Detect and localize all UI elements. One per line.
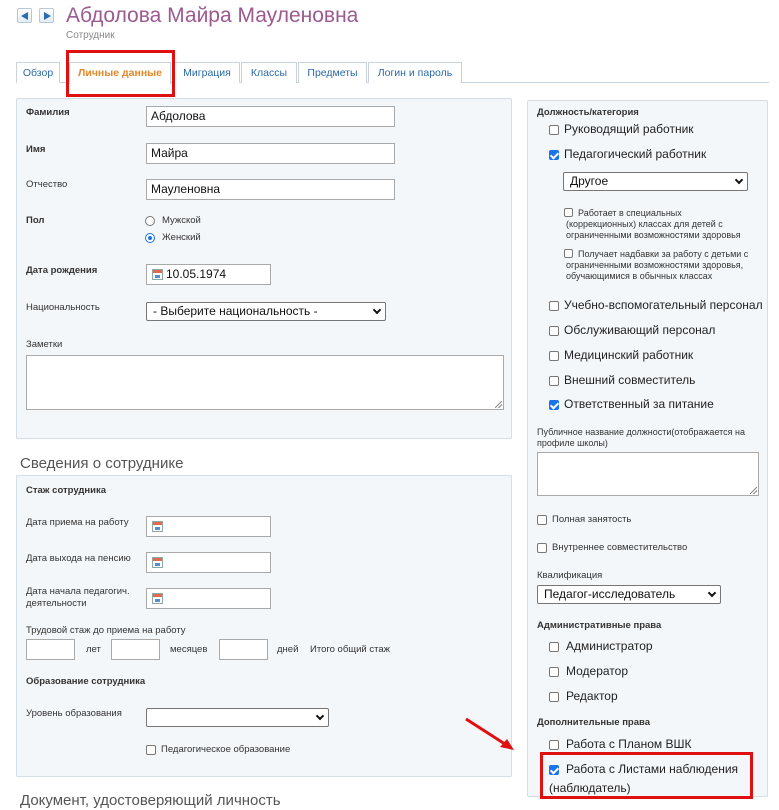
- prior-experience-label: Трудовой стаж до приема на работу: [26, 625, 186, 636]
- pedagogical-label: Педагогический работник: [564, 147, 707, 161]
- ped-start-label-2: деятельности: [26, 598, 87, 609]
- pedagogical-checkbox[interactable]: [549, 150, 559, 160]
- executive-label: Руководящий работник: [564, 122, 694, 136]
- patronymic-input[interactable]: Мауленовна: [146, 179, 395, 200]
- allowance-label-2: ограниченными возможностями здоровья,: [566, 260, 744, 270]
- special-classes-label-3: ограниченными возможностями здоровья: [566, 230, 741, 240]
- nutrition-label: Ответственный за питание: [564, 397, 714, 411]
- calendar-icon[interactable]: [152, 521, 163, 532]
- resize-grip-icon[interactable]: [750, 487, 757, 494]
- service-staff-label: Обслуживающий персонал: [564, 323, 716, 337]
- allowance-label-3: обучающимися в обычных классах: [566, 271, 713, 281]
- observation-sheets-label: Работа с Листами наблюдения: [566, 762, 739, 776]
- gender-label: Пол: [26, 215, 45, 226]
- employee-info-heading: Сведения о сотруднике: [20, 455, 184, 472]
- tab-subjects[interactable]: Предметы: [298, 62, 367, 83]
- ped-education-label: Педагогическое образование: [161, 744, 291, 755]
- pension-date-label: Дата выхода на пенсию: [26, 553, 131, 564]
- tab-personal-data[interactable]: Личные данные: [69, 62, 171, 84]
- editor-label: Редактор: [566, 689, 618, 703]
- special-classes-label-2: (коррекционных) классах для детей с: [566, 219, 723, 229]
- full-time-label: Полная занятость: [552, 514, 632, 525]
- forward-button[interactable]: [39, 8, 54, 23]
- calendar-icon[interactable]: [152, 557, 163, 568]
- pension-date-input[interactable]: [146, 552, 271, 573]
- months-input[interactable]: [111, 639, 160, 660]
- ped-education-checkbox[interactable]: [146, 745, 156, 755]
- public-title-label-1: Публичное название должности(отображается на: [537, 427, 746, 437]
- tab-migration[interactable]: Миграция: [174, 62, 240, 83]
- administrator-label: Администратор: [566, 639, 653, 653]
- moderator-checkbox[interactable]: [549, 667, 559, 677]
- nationality-select[interactable]: [146, 302, 386, 321]
- personal-panel: [16, 98, 512, 439]
- special-classes-label-1: Работает в специальных: [578, 208, 682, 218]
- internal-part-time-checkbox[interactable]: [537, 543, 547, 553]
- external-label: Внешний совместитель: [564, 373, 696, 387]
- tab-classes[interactable]: Классы: [241, 62, 297, 83]
- years-input[interactable]: [26, 639, 75, 660]
- plan-vshk-checkbox[interactable]: [549, 740, 559, 750]
- pedagogical-type-select[interactable]: [563, 172, 748, 191]
- observation-highlight-box: [540, 752, 753, 799]
- firstname-label: Имя: [26, 144, 46, 155]
- external-checkbox[interactable]: [549, 376, 559, 386]
- days-label: дней: [277, 644, 299, 655]
- administrator-checkbox[interactable]: [549, 642, 559, 652]
- resize-grip-icon[interactable]: [495, 401, 502, 408]
- moderator-label: Модератор: [566, 664, 629, 678]
- medical-checkbox[interactable]: [549, 351, 559, 361]
- annotation-arrow-icon: [460, 715, 520, 755]
- back-button[interactable]: [17, 8, 32, 23]
- editor-checkbox[interactable]: [549, 692, 559, 702]
- ped-start-label-1: Дата начала педагогич.: [26, 586, 130, 597]
- firstname-input[interactable]: Майра: [146, 143, 395, 164]
- gender-male-label: Мужской: [162, 215, 201, 226]
- education-title: Образование сотрудника: [26, 676, 146, 687]
- observation-sheets-label-2: (наблюдатель): [549, 781, 631, 795]
- extra-rights-title: Дополнительные права: [537, 717, 651, 728]
- page-subtitle: Сотрудник: [66, 30, 115, 41]
- lastname-label: Фамилия: [26, 107, 70, 118]
- public-title-label-2: профиле школы): [537, 438, 608, 448]
- arrow-left-icon: [21, 12, 28, 20]
- special-classes-checkbox[interactable]: [564, 208, 573, 217]
- nationality-label: Национальность: [26, 302, 100, 313]
- internal-part-time-label: Внутреннее совместительство: [552, 542, 688, 553]
- hire-date-input[interactable]: [146, 516, 271, 537]
- education-level-label: Уровень образования: [26, 708, 122, 719]
- birthdate-label: Дата рождения: [26, 265, 98, 276]
- qualification-value: Педагог-исследователь: [544, 587, 676, 601]
- notes-label: Заметки: [26, 339, 63, 350]
- executive-checkbox[interactable]: [549, 125, 559, 135]
- education-level-select[interactable]: [146, 708, 329, 727]
- full-time-checkbox[interactable]: [537, 515, 547, 525]
- public-title-textarea[interactable]: [537, 452, 759, 496]
- birthdate-value: 10.05.1974: [166, 267, 227, 281]
- admin-rights-title: Административные права: [537, 620, 662, 631]
- calendar-icon[interactable]: [152, 593, 163, 604]
- chevron-down-icon: [316, 712, 324, 720]
- gender-female-label: Женский: [162, 232, 201, 243]
- hire-date-label: Дата приема на работу: [26, 517, 129, 528]
- chevron-down-icon: [735, 176, 743, 184]
- plan-vshk-label: Работа с Планом ВШК: [566, 737, 692, 751]
- nutrition-checkbox[interactable]: [549, 400, 559, 410]
- tab-login-password[interactable]: Логин и пароль: [368, 62, 462, 83]
- identity-doc-heading: Документ, удостоверяющий личность: [20, 792, 281, 809]
- position-title: Должность/категория: [537, 107, 639, 118]
- experience-title: Стаж сотрудника: [26, 485, 107, 496]
- qualification-label: Квалификация: [537, 570, 603, 581]
- position-panel: [527, 100, 768, 797]
- qualification-select[interactable]: [537, 585, 721, 604]
- notes-textarea[interactable]: [26, 355, 504, 410]
- service-staff-checkbox[interactable]: [549, 326, 559, 336]
- allowance-checkbox[interactable]: [564, 249, 573, 258]
- birthdate-input[interactable]: [146, 264, 271, 285]
- arrow-right-icon: [44, 12, 51, 20]
- calendar-icon[interactable]: [152, 269, 163, 280]
- gender-male-radio[interactable]: [145, 216, 155, 226]
- total-experience-label: Итого общий стаж: [310, 644, 390, 655]
- nationality-value: - Выберите национальность -: [153, 304, 318, 318]
- medical-label: Медицинский работник: [564, 348, 694, 362]
- gender-female-radio[interactable]: [145, 233, 155, 243]
- page-title: Абдолова Майра Мауленовна: [66, 4, 359, 27]
- ped-start-input[interactable]: [146, 588, 271, 609]
- lastname-input[interactable]: Абдолова: [146, 106, 395, 127]
- support-staff-checkbox[interactable]: [549, 301, 559, 311]
- employee-info-panel: [16, 475, 512, 777]
- tab-overview[interactable]: Обзор: [16, 62, 60, 83]
- pedagogical-type-value: Другое: [570, 174, 609, 188]
- days-input[interactable]: [219, 639, 268, 660]
- tab-highlight-box: [66, 50, 175, 97]
- patronymic-label: Отчество: [26, 179, 68, 190]
- chevron-down-icon: [373, 306, 381, 314]
- support-staff-label: Учебно-вспомогательный персонал: [564, 298, 763, 312]
- allowance-label-1: Получает надбавки за работу с детьми с: [578, 249, 749, 259]
- months-label: месяцев: [170, 644, 208, 655]
- chevron-down-icon: [708, 589, 716, 597]
- years-label: лет: [86, 644, 101, 655]
